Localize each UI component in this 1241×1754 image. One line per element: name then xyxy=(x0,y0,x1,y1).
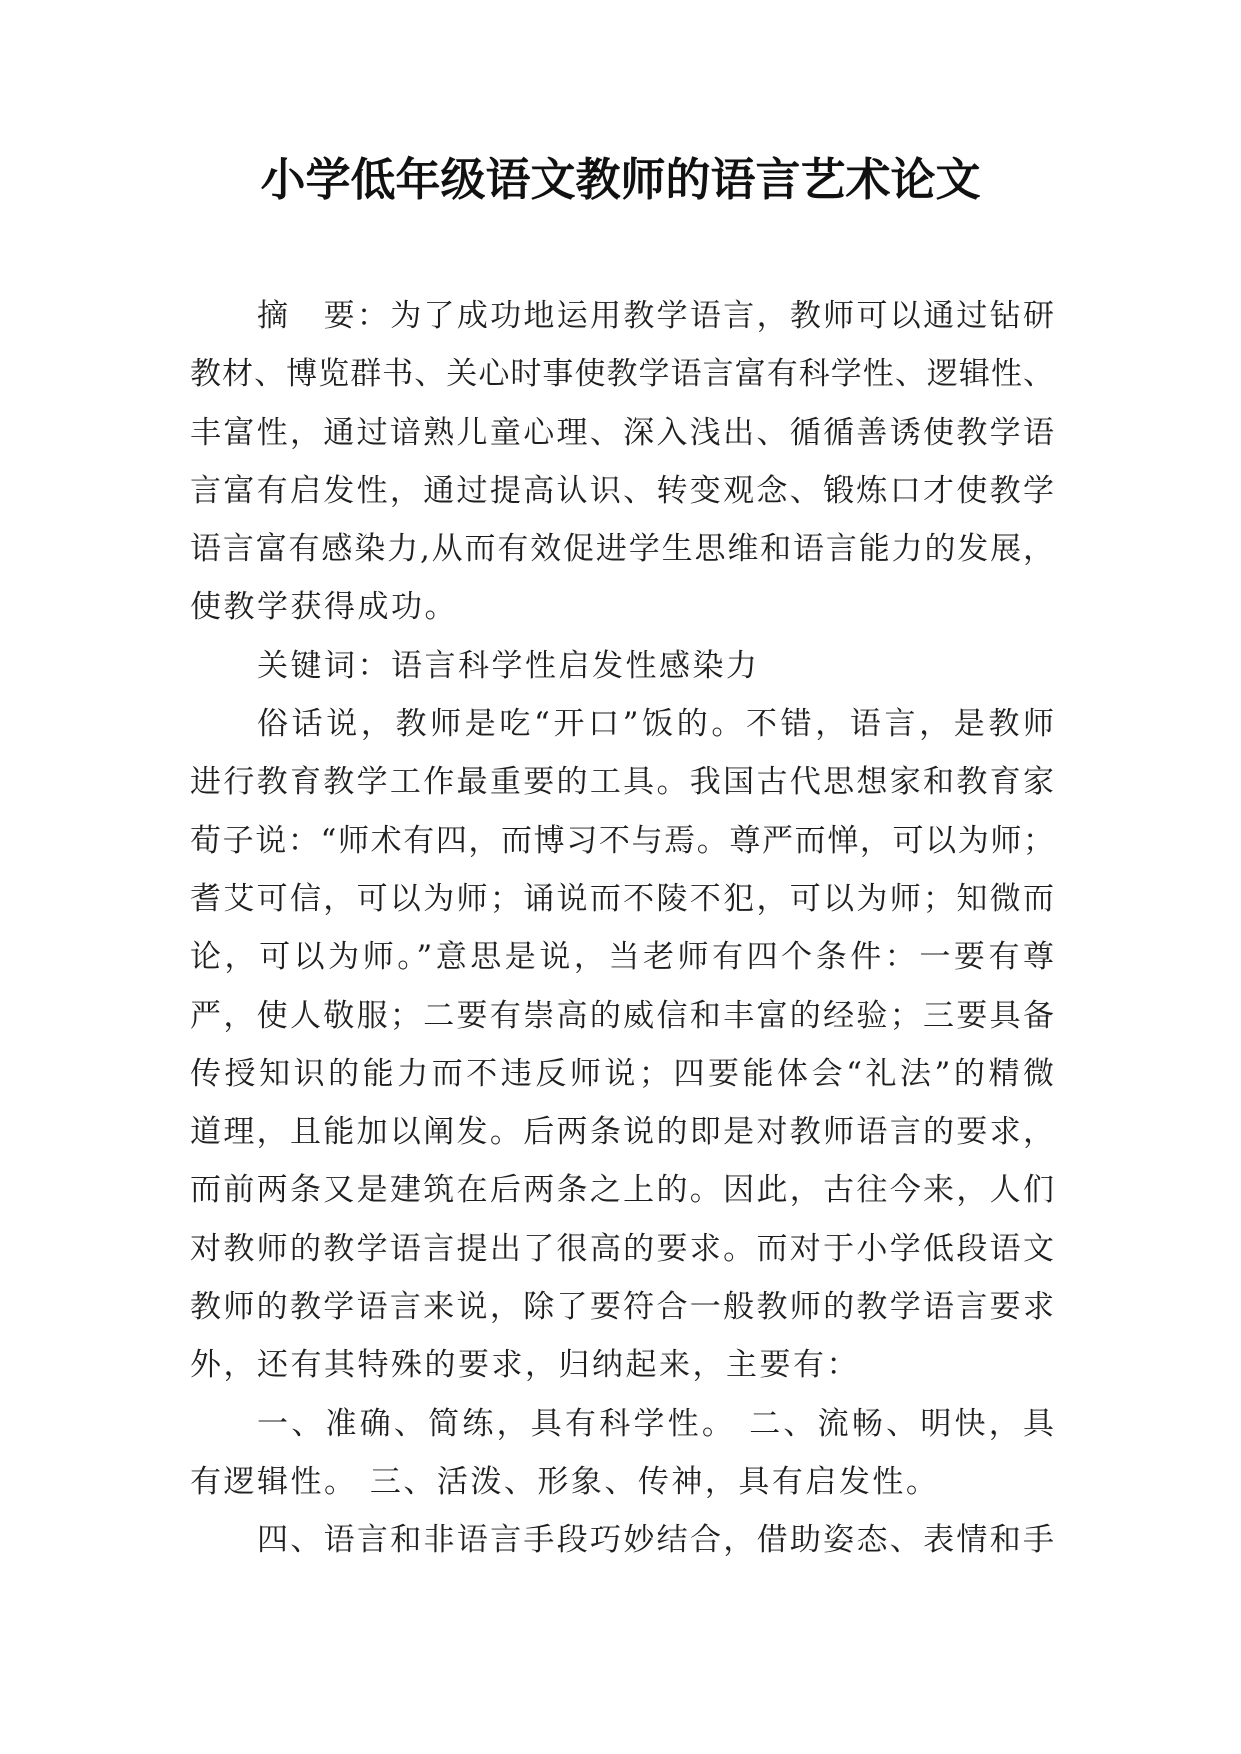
body-line: 荀子说：“师术有四，而博习不与焉。尊严而惮，可以为师； xyxy=(190,822,1054,859)
body-line: 对教师的教学语言提出了很高的要求。而对于小学低段语文 xyxy=(190,1230,1054,1267)
abstract-paragraph xyxy=(190,287,1054,637)
abstract-line: 使教学获得成功。 xyxy=(190,589,458,626)
list-item-four-paragraph xyxy=(190,1511,1054,1569)
body-line: 外，还有其特殊的要求，归纳起来，主要有： xyxy=(190,1347,860,1384)
abstract-line xyxy=(190,287,1054,345)
list-line: 有逻辑性。 三、活泼、形象、传神，具有启发性。 xyxy=(190,1463,940,1500)
body-line: 进行教育教学工作最重要的工具。我国古代思想家和教育家 xyxy=(190,764,1054,801)
document-title: 小学低年级语文教师的语言艺术论文 xyxy=(260,153,981,206)
abstract-line: 丰富性，通过谙熟儿童心理、深入浅出、循循善诱使教学语 xyxy=(190,414,1054,451)
body-line: 耆艾可信，可以为师；诵说而不陵不犯，可以为师；知微而 xyxy=(190,880,1054,917)
abstract-line: 教材、博览群书、关心时事使教学语言富有科学性、逻辑性、 xyxy=(190,356,1054,393)
body-paragraph xyxy=(190,695,1054,1395)
abstract-line: 语言富有感染力,从而有效促进学生思维和语言能力的发展， xyxy=(190,531,1054,568)
body-line: 严，使人敬服；二要有崇高的威信和丰富的经验；三要具备 xyxy=(190,997,1054,1034)
keywords-line xyxy=(190,637,1054,695)
keywords-value: 语言科学性启发性感染力 xyxy=(391,647,760,684)
body-line: 俗话说，教师是吃“开口”饭的。不错，语言，是教师 xyxy=(257,706,1054,743)
body-line: 教师的教学语言来说，除了要符合一般教师的教学语言要求 xyxy=(190,1289,1054,1326)
list-line: 一、准确、简练，具有科学性。 二、流畅、明快，具 xyxy=(257,1405,1054,1442)
body-line: 而前两条又是建筑在后两条之上的。因此，古往今来，人们 xyxy=(190,1172,1054,1209)
abstract-line-text: 为了成功地运用教学语言，教师可以通过钻研 xyxy=(390,298,1054,334)
abstract-label: 摘 要： xyxy=(257,298,391,334)
body-line: 传授知识的能力而不违反师说；四要能体会“礼法”的精微 xyxy=(190,1055,1054,1092)
list-line: 四、语言和非语言手段巧妙结合，借助姿态、表情和手 xyxy=(257,1522,1054,1559)
body-line: 论，可以为师。”意思是说，当老师有四个条件：一要有尊 xyxy=(190,939,1054,976)
keywords-label: 关键词： xyxy=(257,647,391,684)
body-line: 道理，且能加以阐发。后两条说的即是对教师语言的要求， xyxy=(190,1114,1054,1151)
abstract-line: 言富有启发性，通过提高认识、转变观念、锻炼口才使教学 xyxy=(190,472,1054,509)
document-body xyxy=(190,287,1054,1570)
keywords-paragraph xyxy=(190,637,1054,695)
list-paragraph xyxy=(190,1395,1054,1512)
